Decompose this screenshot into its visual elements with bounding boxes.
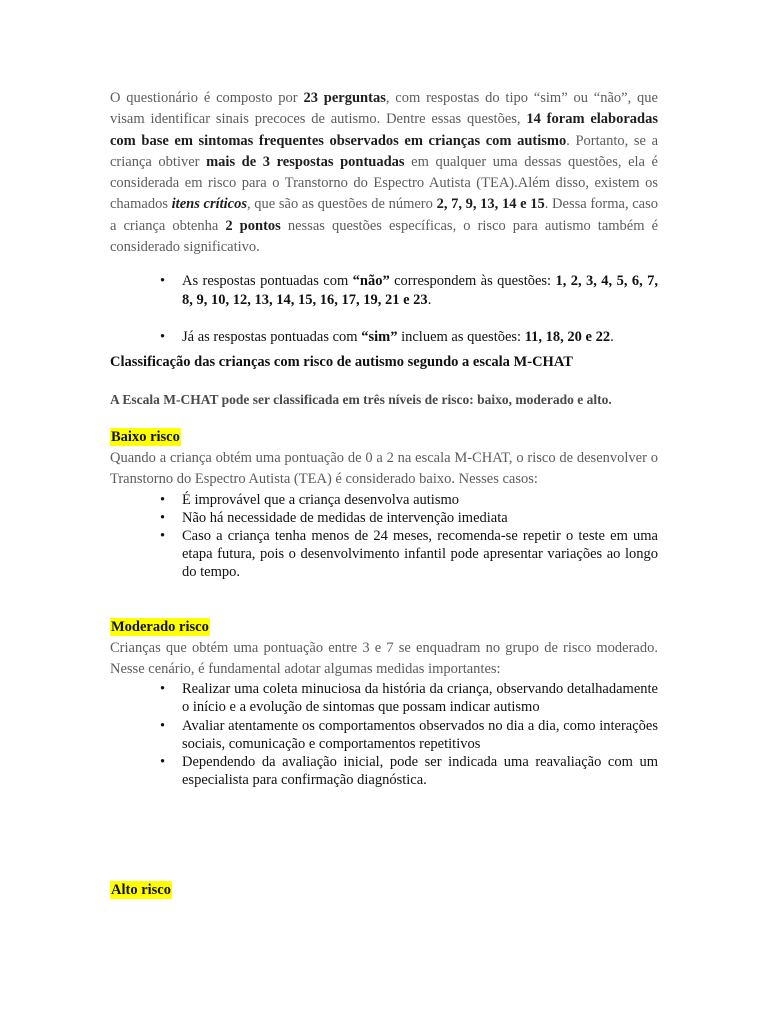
intro-bold-1: 23 perguntas	[303, 90, 386, 106]
section-baixo-risco	[110, 428, 658, 582]
classification-title: Classificação das crianças com risco de autismo segundo a escala M-CHAT	[110, 353, 573, 370]
list-item	[110, 509, 658, 527]
intro-bold-2: 14 foram elaboradas com base em sintomas frequentes observados em crianças com autismo	[110, 111, 659, 149]
intro-paragraph	[110, 88, 658, 258]
list-item	[110, 328, 658, 346]
baixo-risco-list	[110, 491, 658, 582]
alto-risco-label: Alto risco	[111, 882, 171, 899]
list-item-text: Não há necessidade de medidas de intervenção imediata	[182, 509, 508, 526]
bullet-icon: •	[160, 754, 166, 770]
list-item	[110, 527, 658, 582]
answer-sim-mid: incluem as questões:	[397, 328, 525, 345]
moderado-risco-list	[110, 680, 658, 789]
answer-nao-mid: correspondem às questões:	[389, 273, 556, 290]
list-item-text: É improvável que a criança desenvolva autismo	[182, 491, 460, 508]
bullet-icon: •	[160, 681, 166, 698]
answer-sim-bold: “sim”	[361, 328, 398, 345]
intro-text-1: O questionário é composto por	[110, 90, 304, 106]
baixo-risco-label: Baixo risco	[111, 428, 180, 445]
bullet-icon: •	[160, 527, 166, 544]
answers-list	[110, 272, 658, 346]
moderado-risco-text: Crianças que obtém uma pontuação entre 3 e 7 se enquadram no grupo de risco moderado. Nesse cenário, é fundamental adotar algumas medidas importantes:	[110, 639, 658, 677]
list-item	[110, 272, 658, 308]
intro-bold-3: mais de 3 respostas pontuadas	[206, 153, 405, 170]
intro-text-5: , que são as questões de número	[247, 196, 437, 213]
intro-text-6: . Dessa forma, caso a criança obtenha	[110, 196, 659, 234]
answer-sim-numbers: 11, 18, 20 e 22	[524, 328, 611, 345]
moderado-risco-label: Moderado risco	[111, 618, 209, 635]
list-item-text: Dependendo da avaliação inicial, pode ser indicada uma reavaliação com um especialista para confirmação diagnóstica.	[182, 754, 658, 789]
list-item	[110, 753, 658, 789]
bullet-icon: •	[160, 328, 166, 345]
intro-bold-6: 2 pontos	[225, 217, 281, 234]
classification-subtitle: A Escala M-CHAT pode ser classificada em três níveis de risco: baixo, moderado e alto.	[110, 391, 612, 407]
list-item	[110, 717, 658, 753]
bullet-icon: •	[160, 509, 166, 526]
bullet-icon: •	[160, 273, 166, 290]
section-alto-risco	[110, 881, 658, 899]
intro-bold-4: itens críticos	[171, 196, 248, 213]
intro-text-2: , com respostas do tipo “sim” ou “não”, que visam identificar sinais precoces de autismo. Dentre essas questões,	[110, 90, 658, 128]
list-item-text: Realizar uma coleta minuciosa da história da criança, observando detalhadamente o início e a evolução de sintomas que possam indicar autismo	[182, 681, 658, 716]
list-item-text: Avaliar atentamente os comportamentos observados no dia a dia, como interações sociais, comunicação e comportamentos repetitivos	[182, 717, 658, 752]
answer-sim-end: .	[610, 328, 614, 345]
list-item	[110, 680, 658, 716]
answer-nao-bold: “não”	[352, 273, 390, 290]
answer-nao-pre: As respostas pontuadas com	[182, 273, 353, 290]
answer-nao-numbers: 1, 2, 3, 4, 5, 6, 7, 8, 9, 10, 12, 13, 14, 15, 16, 17, 19, 21 e 23	[182, 273, 658, 308]
intro-text-4: em qualquer uma dessas questões, ela é considerada em risco para o Transtorno do Espectro Autista (TEA).Além disso, existem os chamados	[110, 153, 658, 213]
bullet-icon: •	[160, 717, 166, 734]
intro-bold-5: 2, 7, 9, 13, 14 e 15	[436, 196, 545, 213]
baixo-risco-text: Quando a criança obtém uma pontuação de 0 a 2 na escala M-CHAT, o risco de desenvolver o Transtorno do Espectro Autista (TEA) é considerado baixo. Nesses casos:	[110, 449, 658, 488]
answer-nao-end: .	[427, 291, 432, 308]
intro-text-7: nessas questões específicas, o risco para autismo também é considerado significativo.	[110, 217, 659, 256]
section-moderado-risco	[110, 618, 658, 790]
list-item-text: Caso a criança tenha menos de 24 meses, recomenda-se repetir o teste em uma etapa futura, pois o desenvolvimento infantil pode apresentar variações ao longo do tempo.	[182, 527, 658, 581]
answer-sim-pre: Já as respostas pontuadas com	[182, 328, 362, 345]
bullet-icon: •	[160, 491, 166, 508]
list-item	[110, 491, 658, 509]
intro-text-3: . Portanto, se a criança obtiver	[110, 132, 659, 170]
document-page	[110, 88, 658, 899]
